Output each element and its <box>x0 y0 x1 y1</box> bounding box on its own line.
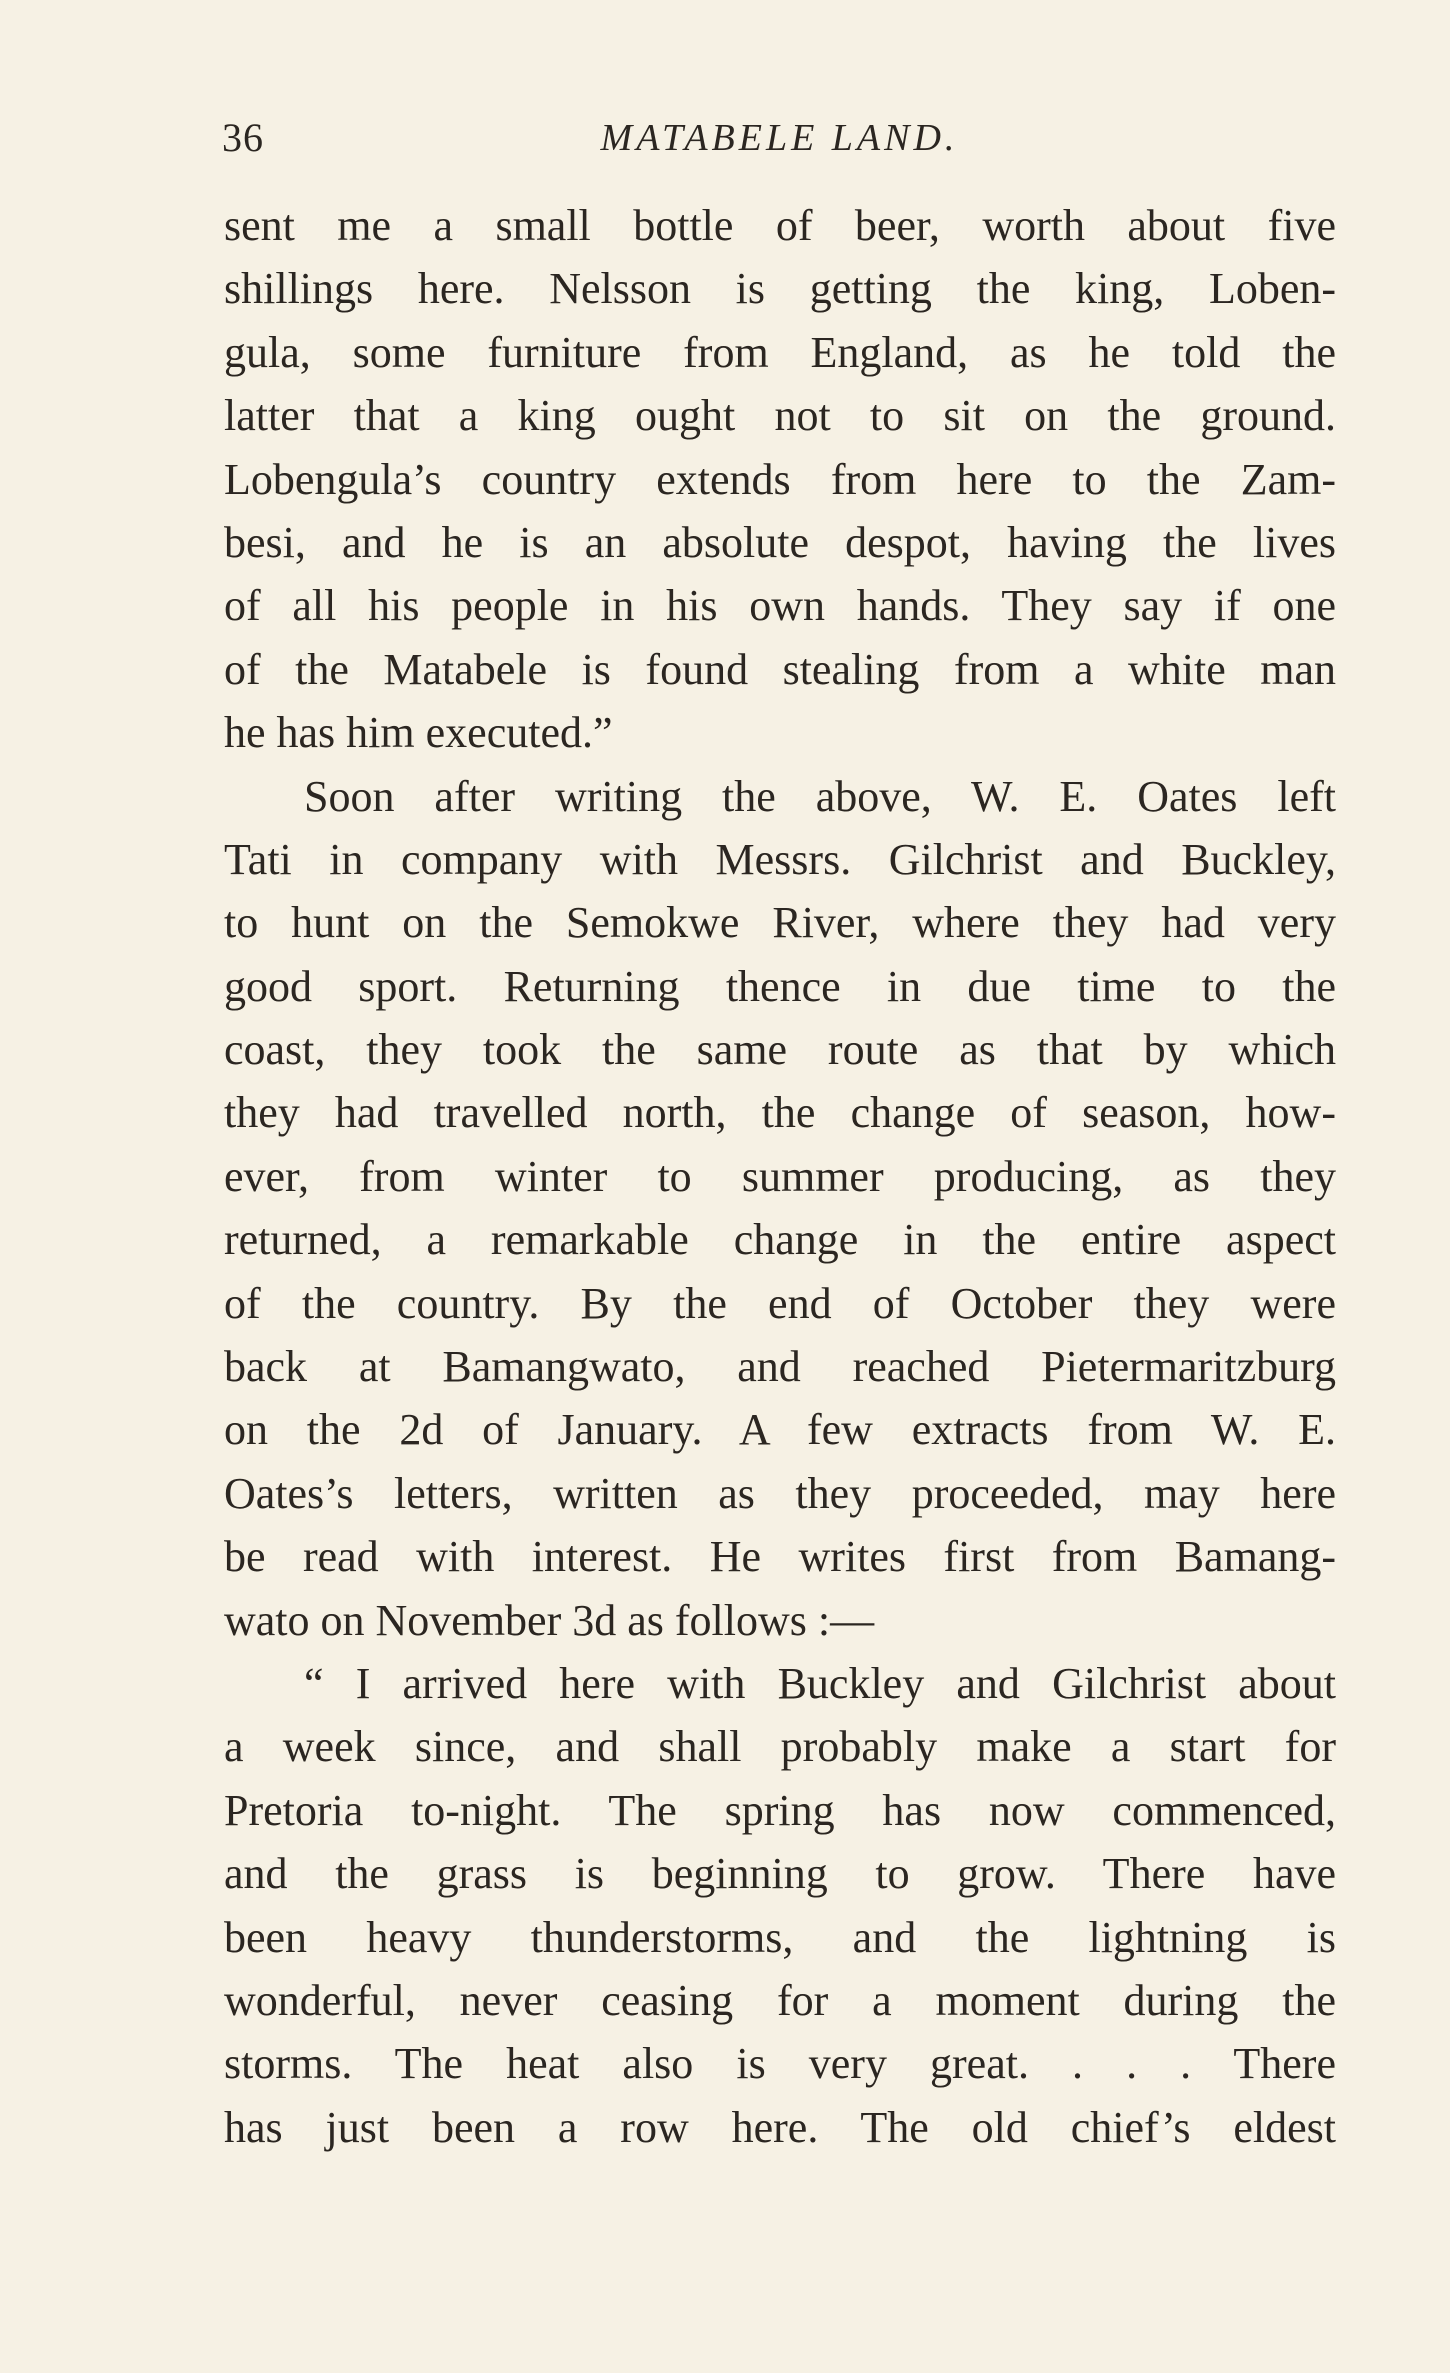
text-line: storms. The heat also is very great. . . . There <box>224 2039 1336 2089</box>
text-line: been heavy thunderstorms, and the lightning is <box>224 1912 1336 1962</box>
text-line: they had travelled north, the change of season, how- <box>224 1088 1336 1138</box>
text-line: Soon after writing the above, W. E. Oates left <box>304 771 1336 821</box>
text-line: a week since, and shall probably make a start for <box>224 1722 1336 1772</box>
text-line: wonderful, never ceasing for a moment during the <box>224 1975 1336 2025</box>
page-number: 36 <box>222 115 264 160</box>
text-line: Tati in company with Messrs. Gilchrist and Buckley, <box>224 834 1336 884</box>
text-line: he has him executed.” <box>224 708 613 758</box>
text-line: gula, some furniture from England, as he told the <box>224 327 1336 377</box>
text-line: back at Bamangwato, and reached Pietermaritzburg <box>224 1342 1336 1392</box>
text-line: ever, from winter to summer producing, as they <box>224 1151 1336 1201</box>
text-line: of all his people in his own hands. They say if one <box>224 581 1336 631</box>
text-line: be read with interest. He writes first from Bamang- <box>224 1532 1336 1582</box>
text-line: returned, a remarkable change in the entire aspect <box>224 1215 1336 1265</box>
body-text <box>224 194 1336 2159</box>
text-line: coast, they took the same route as that by which <box>224 1025 1336 1075</box>
text-line: to hunt on the Semokwe River, where they had very <box>224 898 1336 948</box>
text-line: sent me a small bottle of beer, worth about five <box>224 201 1336 250</box>
text-line: of the country. By the end of October they were <box>224 1278 1336 1328</box>
text-line: latter that a king ought not to sit on the ground. <box>224 391 1336 441</box>
text-line: has just been a row here. The old chief’s eldest <box>224 2102 1336 2152</box>
text-line: wato on November 3d as follows :— <box>224 1595 875 1645</box>
text-line: Pretoria to-night. The spring has now commenced, <box>224 1785 1336 1835</box>
text-line: “ I arrived here with Buckley and Gilchrist about <box>304 1658 1336 1708</box>
running-title: MATABELE LAND. <box>600 117 959 159</box>
text-line: Oates’s letters, written as they proceeded, may here <box>224 1468 1336 1518</box>
page-header <box>222 108 1337 168</box>
text-line: besi, and he is an absolute despot, having the lives <box>224 517 1336 567</box>
text-line: on the 2d of January. A few extracts from W. E. <box>224 1405 1336 1455</box>
text-line: good sport. Returning thence in due time to the <box>224 961 1336 1011</box>
text-line: and the grass is beginning to grow. There have <box>224 1849 1336 1899</box>
text-line: Lobengula’s country extends from here to the Zam- <box>224 454 1336 504</box>
text-line: shillings here. Nelsson is getting the king, Loben- <box>224 264 1336 314</box>
text-line: of the Matabele is found stealing from a white man <box>224 644 1336 694</box>
